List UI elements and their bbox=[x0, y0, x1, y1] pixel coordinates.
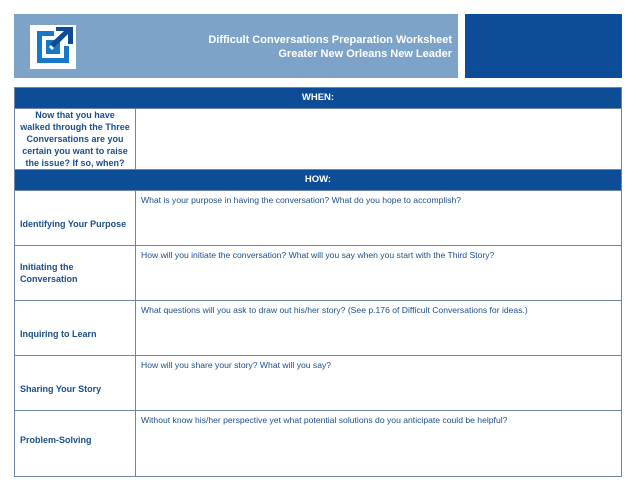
header-banner bbox=[14, 14, 458, 78]
header-accent-block bbox=[465, 14, 622, 78]
row-label: Problem-Solving bbox=[15, 411, 136, 476]
how-row-sharing bbox=[15, 355, 621, 410]
row-prompt[interactable]: What is your purpose in having the conversation? What do you hope to accomplish? bbox=[141, 195, 462, 205]
row-label: Identifying Your Purpose bbox=[15, 191, 136, 245]
when-heading: WHEN: bbox=[15, 88, 621, 108]
when-question: Now that you have walked through the Three Conversations are you certain you want to raise the issue? If so, when? bbox=[15, 109, 136, 169]
how-row-problem-solving bbox=[15, 410, 621, 476]
when-row bbox=[15, 108, 621, 169]
row-prompt[interactable]: Without know his/her perspective yet what potential solutions do you anticipate could be helpful? bbox=[141, 415, 508, 425]
when-answer-area[interactable] bbox=[136, 109, 621, 169]
how-row-purpose bbox=[15, 190, 621, 245]
row-prompt[interactable]: How will you initiate the conversation? What will you say when you start with the Third Story? bbox=[141, 250, 495, 260]
how-heading: HOW: bbox=[15, 169, 621, 190]
row-prompt[interactable]: What questions will you ask to draw out his/her story? (See p.176 of Difficult Conversations for ideas.) bbox=[141, 305, 528, 315]
row-label: Sharing Your Story bbox=[15, 356, 136, 410]
page-subtitle: Greater New Orleans New Leader bbox=[278, 48, 452, 60]
how-row-inquiring bbox=[15, 300, 621, 355]
row-prompt[interactable]: How will you share your story? What will you say? bbox=[141, 360, 332, 370]
row-label: Inquiring to Learn bbox=[15, 301, 136, 355]
row-label: Initiating the Conversation bbox=[15, 246, 136, 300]
page-title: Difficult Conversations Preparation Worksheet bbox=[208, 34, 452, 46]
arrow-box-logo-icon bbox=[30, 25, 76, 69]
worksheet-table bbox=[14, 87, 622, 477]
how-row-initiating bbox=[15, 245, 621, 300]
